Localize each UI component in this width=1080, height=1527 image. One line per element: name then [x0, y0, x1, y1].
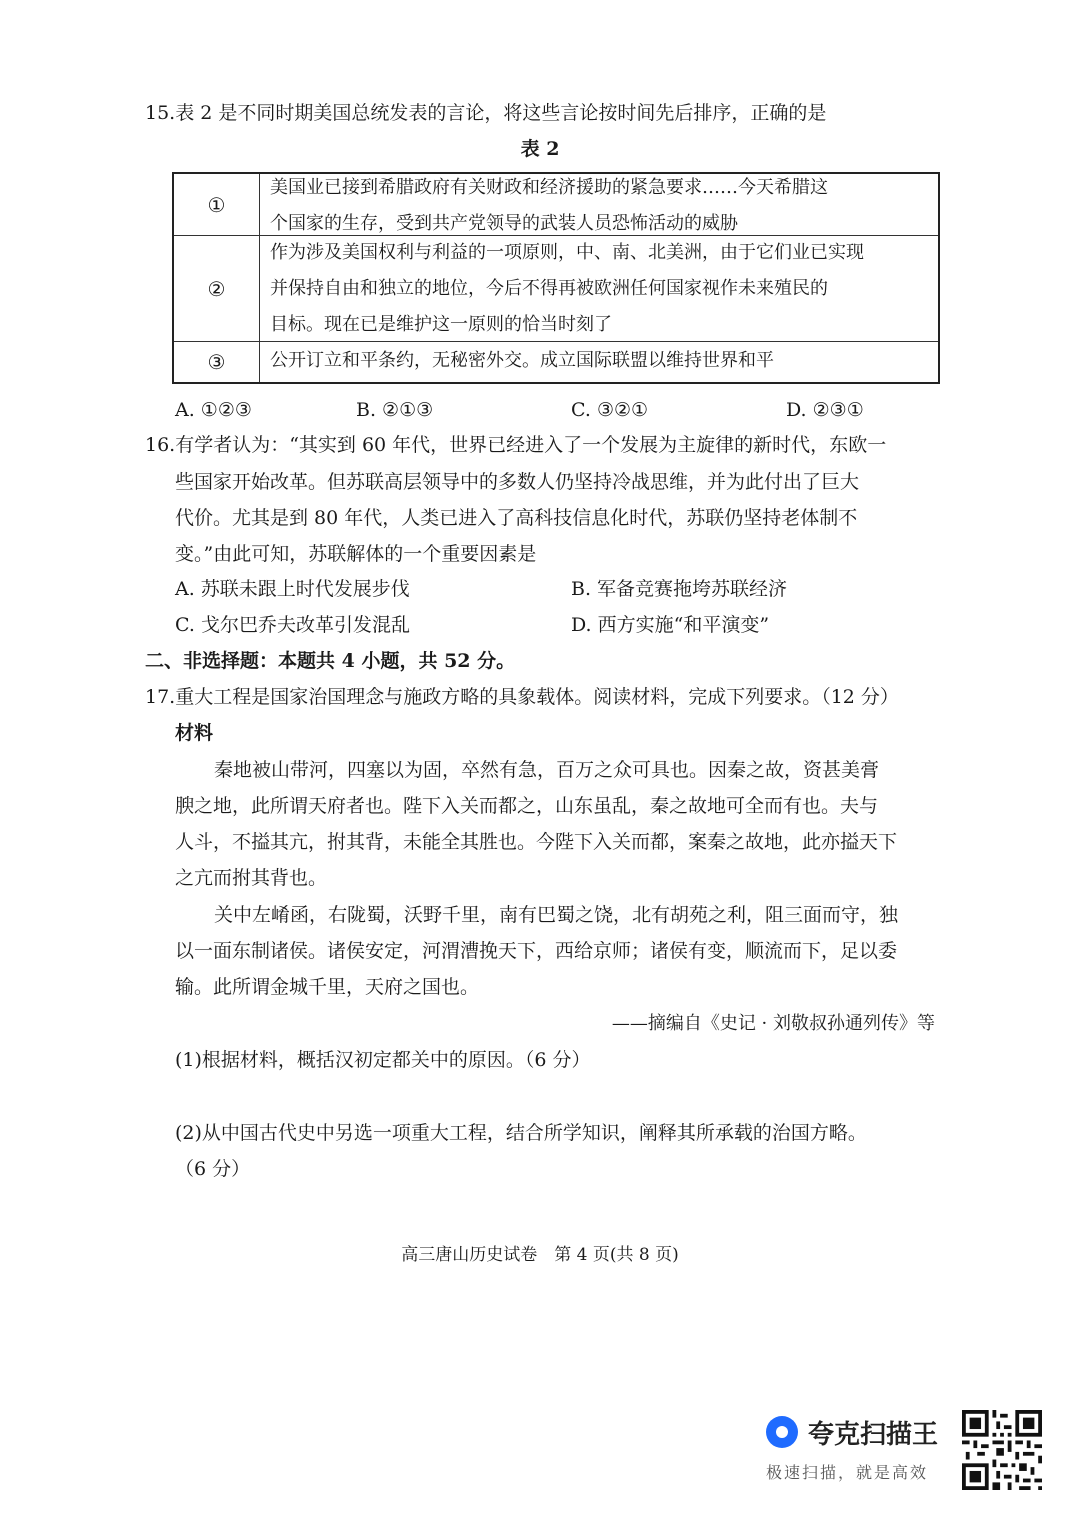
row-line: 目标。现在已是维护这一原则的恰当时刻了: [270, 314, 612, 335]
table-row: [174, 342, 938, 382]
row-line: 公开订立和平条约，无秘密外交。成立国际联盟以维持世界和平: [270, 350, 774, 371]
q16-option-d[interactable]: D. 西方实施“和平演变”: [571, 614, 770, 636]
q15-option-d[interactable]: D. ②③①: [786, 399, 864, 421]
row-text: [270, 343, 930, 379]
q16-option-c[interactable]: C. 戈尔巴乔夫改革引发混乱: [175, 614, 410, 636]
row-text: [270, 235, 930, 343]
q17-sub2-cont: （6 分）: [175, 1158, 251, 1180]
page-footer: 高三唐山历史试卷 第 4 页(共 8 页): [401, 1245, 679, 1265]
row-number: ①: [174, 174, 260, 235]
table-row: [174, 174, 938, 236]
brand-tagline: 极速扫描，就是高效: [766, 1463, 929, 1482]
q16-line: 些国家开始改革。但苏联高层领导中的多数人仍坚持冷战思维，并为此付出了巨大: [175, 471, 860, 493]
table-row: [174, 236, 938, 342]
scanner-logo-icon: [766, 1416, 798, 1448]
q17-stem: 17.重大工程是国家治国理念与施政方略的具象载体。阅读材料，完成下列要求。（12 分）: [145, 686, 899, 708]
scanner-brand: [766, 1412, 956, 1452]
table-title: 表 2: [520, 138, 560, 160]
brand-name: 夸克扫描王: [808, 1419, 939, 1450]
material-line: 关中左崤函，右陇蜀，沃野千里，南有巴蜀之饶，北有胡苑之利，阻三面而守，独: [214, 904, 899, 926]
row-text: [270, 170, 930, 242]
material-line: 输。此所谓金城千里，天府之国也。: [175, 976, 480, 998]
row-number: ②: [174, 236, 260, 341]
q16-option-b[interactable]: B. 军备竞赛拖垮苏联经济: [571, 578, 788, 600]
q15-option-b[interactable]: B. ②①③: [356, 399, 434, 421]
q15-option-a[interactable]: A. ①②③: [175, 399, 252, 421]
section-heading: 二、非选择题：本题共 4 小题，共 52 分。: [145, 650, 516, 672]
material-line: 人斗，不搤其亢，拊其背，未能全其胜也。今陛下入关而都，案秦之故地，此亦搤天下: [175, 831, 898, 853]
material-line: 秦地被山带河，四塞以为固，卒然有急，百万之众可具也。因秦之故，资甚美膏: [214, 759, 880, 781]
row-line: 美国业已接到希腊政府有关财政和经济援助的紧急要求……今天希腊这: [270, 177, 828, 198]
q15-stem: 15.表 2 是不同时期美国总统发表的言论，将这些言论按时间先后排序，正确的是: [145, 102, 827, 124]
q16-line: 代价。尤其是到 80 年代，人类已进入了高科技信息化时代，苏联仍坚持老体制不: [175, 507, 858, 529]
q17-sub2: (2)从中国古代史中另选一项重大工程，结合所学知识，阐释其所承载的治国方略。: [175, 1122, 867, 1144]
q16-option-a[interactable]: A. 苏联未跟上时代发展步伐: [175, 578, 410, 600]
qr-code-icon: [962, 1410, 1042, 1490]
row-line: 个国家的生存，受到共产党领导的武装人员恐怖活动的威胁: [270, 213, 738, 234]
q15-option-c[interactable]: C. ③②①: [571, 399, 649, 421]
material-label: 材料: [175, 722, 214, 744]
row-line: 作为涉及美国权利与利益的一项原则，中、南、北美洲，由于它们业已实现: [270, 242, 864, 263]
row-number: ③: [174, 342, 260, 382]
row-line: 并保持自由和独立的地位，今后不得再被欧洲任何国家视作未来殖民的: [270, 278, 828, 299]
q16-line: 16.有学者认为：“其实到 60 年代，世界已经进入了一个发展为主旋律的新时代，东欧一: [145, 434, 887, 456]
material-line: 腴之地，此所谓天府者也。陛下入关而都之，山东虽乱，秦之故地可全而有也。夫与: [175, 795, 879, 817]
material-source: ——摘编自《史记 · 刘敬叔孙通列传》等: [611, 1013, 935, 1034]
material-line: 之亢而拊其背也。: [175, 867, 328, 889]
q16-line: 变。”由此可知，苏联解体的一个重要因素是: [175, 543, 537, 565]
material-line: 以一面东制诸侯。诸侯安定，河渭漕挽天下，西给京师；诸侯有变，顺流而下，足以委: [175, 940, 898, 962]
q17-sub1: (1)根据材料，概括汉初定都关中的原因。（6 分）: [175, 1049, 591, 1071]
statement-table: [172, 172, 940, 384]
